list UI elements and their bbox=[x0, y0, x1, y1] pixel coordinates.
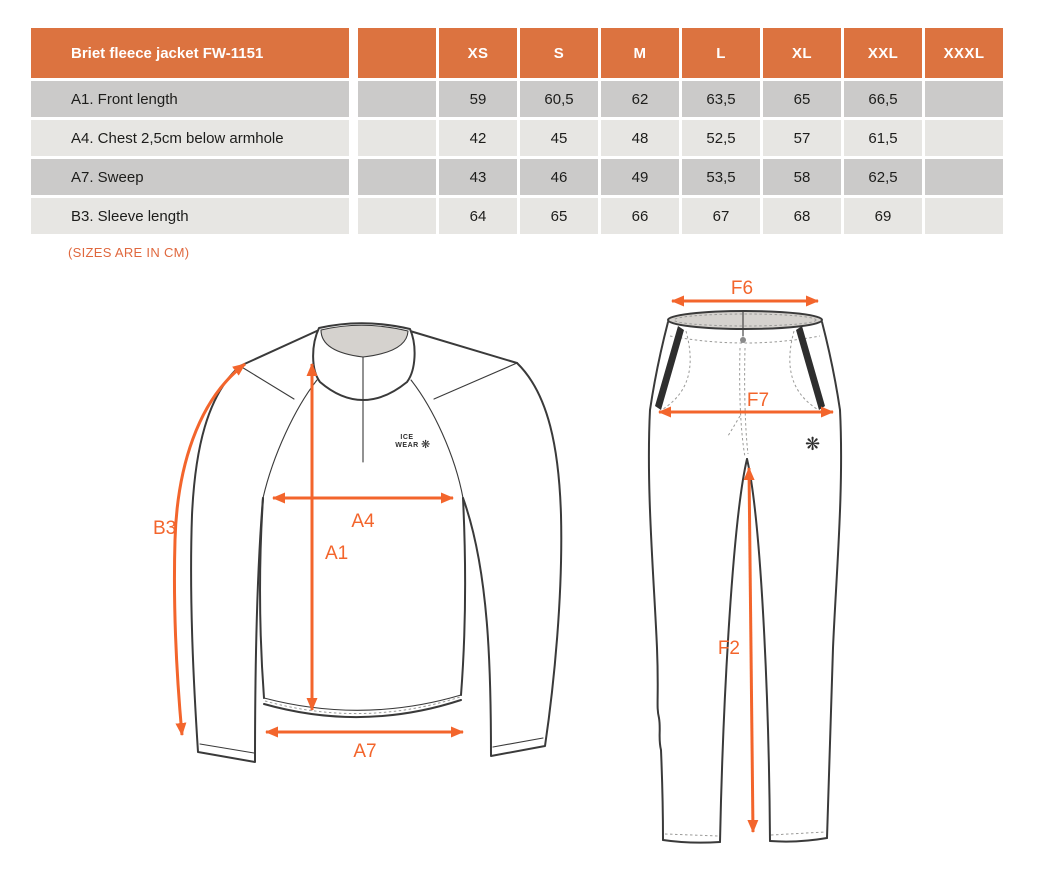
pants-right-pocket-opening bbox=[796, 326, 825, 410]
size-header-xs: XS bbox=[439, 28, 517, 78]
pants-right-hem-stitch bbox=[771, 832, 825, 835]
value-cell bbox=[925, 120, 1003, 156]
jacket-left-cuff-seam bbox=[200, 744, 254, 753]
jacket-left-shoulder-panel-seam bbox=[240, 366, 294, 399]
jacket-left-shoulder-line bbox=[240, 330, 319, 366]
table-row-sweep bbox=[31, 159, 1003, 195]
icewear-logo-text-line1: ICE bbox=[400, 434, 414, 441]
size-header-xl: XL bbox=[763, 28, 841, 78]
pants-fly-stitch-left bbox=[740, 348, 745, 457]
value-cell: 65 bbox=[763, 81, 841, 117]
a1-label: A1 bbox=[325, 543, 349, 564]
table-row-chest bbox=[31, 120, 1003, 156]
jacket-left-sleeve bbox=[191, 366, 263, 762]
size-header-m: M bbox=[601, 28, 679, 78]
value-cell: 52,5 bbox=[682, 120, 760, 156]
size-header-xxxl: XXXL bbox=[925, 28, 1003, 78]
jacket-measurement-diagram bbox=[145, 300, 595, 780]
a7-label: A7 bbox=[353, 741, 377, 762]
row-label: A4. Chest 2,5cm below armhole bbox=[31, 120, 355, 156]
pants-left-hem bbox=[663, 840, 720, 843]
value-cell: 68 bbox=[763, 198, 841, 234]
size-header-xxl: XXL bbox=[844, 28, 922, 78]
value-cell: 48 bbox=[601, 120, 679, 156]
sizes-in-cm-note: (SIZES ARE IN CM) bbox=[68, 245, 190, 260]
value-cell: 69 bbox=[844, 198, 922, 234]
pants-right-outer-edge bbox=[822, 322, 841, 838]
size-header-s: S bbox=[520, 28, 598, 78]
row-spacer-cell bbox=[358, 159, 436, 195]
pants-snowflake-icon: ❋ bbox=[805, 434, 821, 455]
jacket-right-cuff-seam bbox=[493, 738, 543, 747]
value-cell: 61,5 bbox=[844, 120, 922, 156]
value-cell: 45 bbox=[520, 120, 598, 156]
jacket-body-right-edge bbox=[461, 498, 465, 695]
row-label: B3. Sleeve length bbox=[31, 198, 355, 234]
pants-fly-j-stitch bbox=[728, 416, 740, 436]
pants-left-hem-stitch bbox=[665, 834, 719, 836]
value-cell: 66 bbox=[601, 198, 679, 234]
row-spacer-cell bbox=[358, 81, 436, 117]
jacket-right-shoulder-line bbox=[410, 331, 517, 363]
jacket-right-sleeve bbox=[463, 363, 561, 756]
icewear-snowflake-icon: ❋ bbox=[421, 438, 431, 451]
size-header-l: L bbox=[682, 28, 760, 78]
value-cell: 53,5 bbox=[682, 159, 760, 195]
value-cell: 58 bbox=[763, 159, 841, 195]
pants-right-hem bbox=[770, 838, 827, 842]
product-title: Briet fleece jacket FW-1151 bbox=[31, 28, 355, 78]
icewear-logo-text-line2: WEAR bbox=[395, 442, 419, 449]
value-cell: 65 bbox=[520, 198, 598, 234]
f6-label: F6 bbox=[730, 278, 754, 299]
value-cell: 66,5 bbox=[844, 81, 922, 117]
size-chart-table bbox=[28, 25, 1006, 237]
size-chart-header-row bbox=[31, 28, 1003, 78]
row-spacer-cell bbox=[358, 120, 436, 156]
value-cell: 43 bbox=[439, 159, 517, 195]
table-row-front-length bbox=[31, 81, 1003, 117]
jacket-right-shoulder-panel-seam bbox=[434, 363, 517, 399]
value-cell: 67 bbox=[682, 198, 760, 234]
value-cell bbox=[925, 81, 1003, 117]
f2-label: F2 bbox=[717, 638, 740, 659]
pants-measurement-diagram bbox=[630, 278, 890, 868]
value-cell bbox=[925, 159, 1003, 195]
b3-sleeve-arrow bbox=[174, 364, 245, 735]
header-spacer-cell bbox=[358, 28, 436, 78]
pants-button bbox=[740, 337, 746, 343]
value-cell: 46 bbox=[520, 159, 598, 195]
row-label: A7. Sweep bbox=[31, 159, 355, 195]
value-cell: 49 bbox=[601, 159, 679, 195]
value-cell: 60,5 bbox=[520, 81, 598, 117]
jacket-body-left-edge bbox=[260, 498, 264, 698]
a4-label: A4 bbox=[351, 511, 375, 532]
value-cell: 64 bbox=[439, 198, 517, 234]
value-cell: 42 bbox=[439, 120, 517, 156]
row-label: A1. Front length bbox=[31, 81, 355, 117]
value-cell bbox=[925, 198, 1003, 234]
f2-inseam-arrow bbox=[749, 468, 753, 832]
jacket-left-raglan-seam bbox=[263, 380, 317, 498]
value-cell: 57 bbox=[763, 120, 841, 156]
table-row-sleeve-length bbox=[31, 198, 1003, 234]
pants-left-pocket-opening bbox=[655, 326, 684, 410]
value-cell: 63,5 bbox=[682, 81, 760, 117]
f7-label: F7 bbox=[746, 390, 770, 411]
value-cell: 59 bbox=[439, 81, 517, 117]
value-cell: 62,5 bbox=[844, 159, 922, 195]
row-spacer-cell bbox=[358, 198, 436, 234]
b3-label: B3 bbox=[153, 518, 177, 539]
value-cell: 62 bbox=[601, 81, 679, 117]
